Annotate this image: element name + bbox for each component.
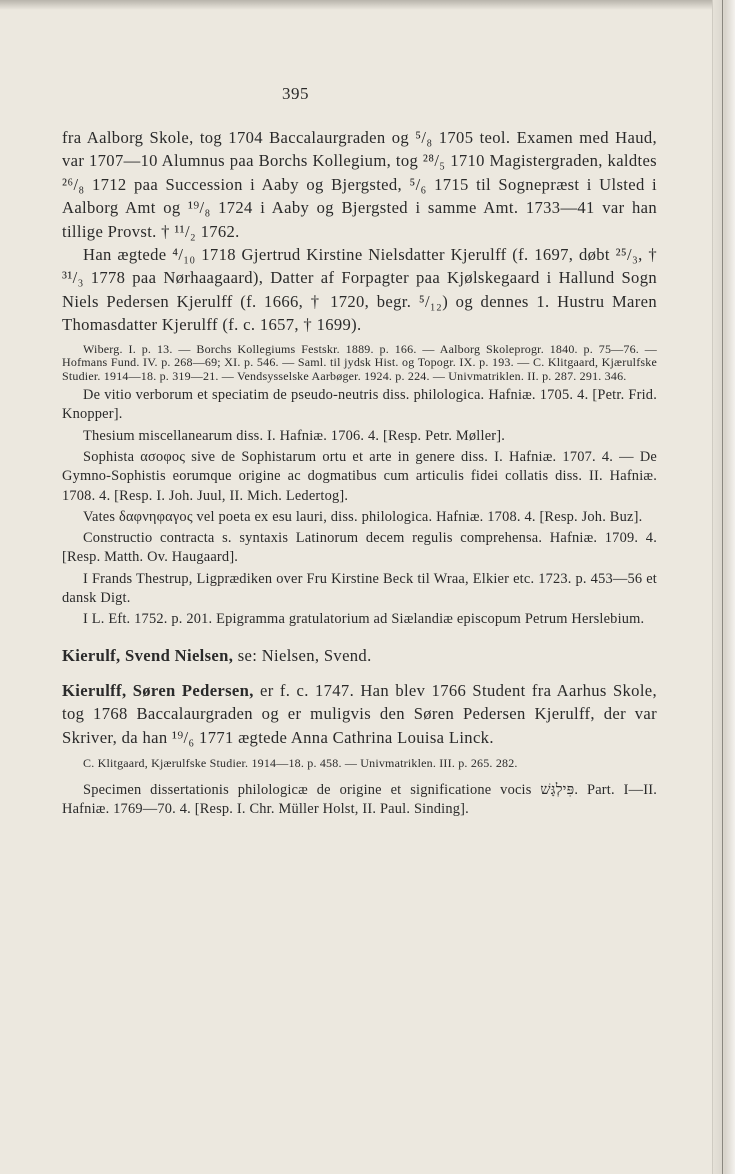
- work-item: Specimen dissertationis philologicæ de origine et significatione vocis פִּילְגָּשׁ. Part. I—II. Hafniæ. 1769—70. 4. [Resp. I. Chr. Müller Holst, II. Paul. Sinding].: [62, 782, 657, 818]
- work-item: Sophista ασοφος sive de Sophistarum ortu et arte in genere diss. I. Hafniæ. 1707. 4. — De Gymno-Sophistis eorumque origine ac dogmatibus cum articulis fidei collatis diss. II. Hafniæ. 1708. 4. [Resp. I. Joh. Juul, II. Mich. Ledertog].: [62, 448, 657, 504]
- entry-body: er f. c. 1747. Han blev 1766 Student fra Aarhus Skole, tog 1768 Baccalaurgraden og er muligvis den Søren Pedersen Kjerulff, der var Skriver, da han ¹⁹/₆ 1771 ægtede Anna Cathrina Louisa Linck.: [62, 681, 657, 747]
- entry-marriage-paragraph: Han ægtede ⁴/₁₀ 1718 Gjertrud Kirstine Nielsdatter Kjerulff (f. 1697, døbt ²⁵/₃, † ³¹/₃ 1778 paa Nørhaagaard), Datter af Forpagter paa Kjølskegaard i Hallund Sogn Niels Pedersen Kjerulff (f. 1666, † 1720, begr. ⁵/₁₂) og dennes 1. Hustru Maren Thomasdatter Kjerulff (f. c. 1657, † 1699).: [62, 245, 657, 335]
- sources-note: Wiberg. I. p. 13. — Borchs Kollegiums Festskr. 1889. p. 166. — Aalborg Skoleprogr. 1840. p. 75—76. — Hofmans Fund. IV. p. 268—69; XI. p. 546. — Saml. til jydsk Hist. og Topogr. IX. p. 193. — C. Klitgaard, Kjærulfske Studier. 1914—18. p. 319—21. — Vendsysselske Aarbøger. 1924. p. 224. — Univmatriklen. II. p. 287. 291. 346.: [62, 341, 657, 384]
- entry-svend-kierulf: [62, 644, 657, 667]
- work-item: I L. Eft. 1752. p. 201. Epigramma gratulatorium ad Siælandiæ episcopum Petrum Herslebium.: [83, 611, 645, 628]
- works-list: [62, 386, 657, 630]
- page-content: [62, 126, 657, 820]
- entry-name: Kierulff, Søren Pedersen,: [62, 681, 254, 701]
- work-item: I Frands Thestrup, Ligprædiken over Fru Kirstine Beck til Wraa, Elkier etc. 1723. p. 453—56 et dansk Digt.: [62, 570, 657, 607]
- page-binding-edge: [712, 0, 735, 1174]
- work-item: Vates δαφνηφαγος vel poeta ex esu lauri, diss. philologica. Hafniæ. 1708. 4. [Resp. Joh. Buz].: [83, 508, 643, 525]
- page-number: 395: [282, 84, 309, 103]
- entry-body-paragraph: fra Aalborg Skole, tog 1704 Baccalaurgraden og ⁵/₈ 1705 teol. Examen med Haud, var 1707—10 Alumnus paa Borchs Kollegium, tog ²⁸/₅ 1710 Magistergraden, kaldtes ²⁶/₈ 1712 paa Succession i Aaby og Bjergsted, ⁵/₆ 1715 til Sognepræst i Ulsted i Aalborg Amt og ¹⁹/₈ 1724 i Aaby og Bjergsted i samme Amt. 1733—41 var han tillige Provst. † ¹¹/₂ 1762.: [62, 128, 657, 241]
- work-item: De vitio verborum et speciatim de pseudo-neutris diss. philologica. Hafniæ. 1705. 4. [Petr. Frid. Knopper].: [62, 387, 657, 423]
- entry-name: Kierulf, Svend Nielsen,: [62, 645, 234, 665]
- sources-note: C. Klitgaard, Kjærulfske Studier. 1914—18. p. 458. — Univmatriklen. III. p. 265. 282.: [83, 756, 518, 771]
- page-top-edge: [0, 0, 735, 10]
- cross-reference: se: Nielsen, Svend.: [233, 645, 372, 665]
- entry-soren-kierulff: [62, 679, 657, 749]
- work-item: Thesium miscellanearum diss. I. Hafniæ. 1706. 4. [Resp. Petr. Møller].: [83, 427, 506, 444]
- binding-line: [722, 0, 723, 1174]
- work-item: Constructio contracta s. syntaxis Latinorum decem regulis comprehensa. Hafniæ. 1709. 4. [Resp. Matth. Ov. Haugaard].: [62, 530, 657, 566]
